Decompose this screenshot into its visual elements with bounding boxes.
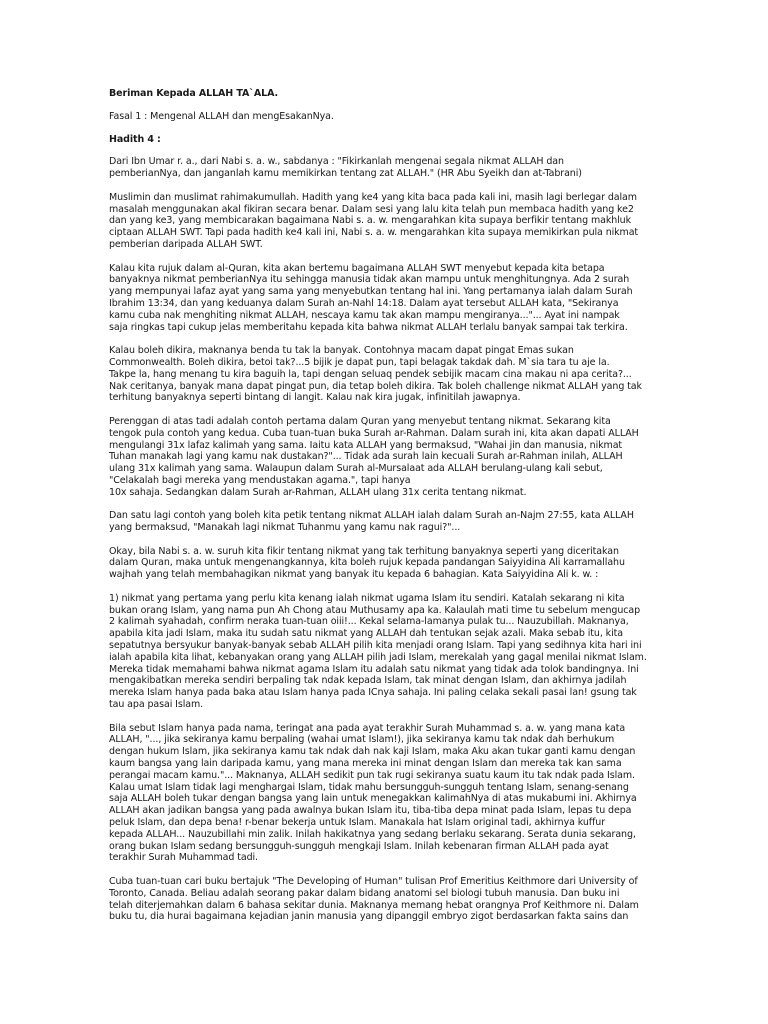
paragraph-first-blessing: 1) nikmat yang pertama yang perlu kita kenang ialah nikmat ugama Islam itu sendiri. Katalah sekarang ni kita bukan orang Islam, yang nama pun Ah Chong atau Muthusamy apa ka. Kalaulah mati time tu sebelum mengucap 2 kalimah syahadah, confirm neraka tuan-tuan oiii!... Kekal selama-lamanya pulak tu... Nauzubillah. Maknanya, apabila kita jadi Islam, maka itu sudah satu nikmat yang ALLAH dah tentukan sejak azali. Maka sebab itu, kita sepatutnya bersyukur banyak-banyak sebab ALLAH pilih kita menjadi orang Islam. Tapi yang sedihnya kita hari ini ialah apabila kita lihat, kebanyakan orang yang ALLAH pilih jadi Islam, merekalah yang gagal menilai nikmat Islam. Mereka tidak memahami bahwa nikmat agama Islam itu adalah satu nikmat yang tidak ada tolok bandingnya. Ini mengakibatkan mereka sendiri berpaling tak ndak kepada Islam, tak minat dengan Islam, dan akhirnya jadilah mereka Islam hanya pada baka atau Islam hanya pada ICnya sahaja. Ini paling celaka sekali pasai lan! gsung tak tau apa pasai Islam.	[109, 592, 647, 711]
paragraph-introduction: Muslimin dan muslimat rahimakumullah. Hadith yang ke4 yang kita baca pada kali ini, masih lagi berlegar dalam masalah menggunakan akal fikiran secara benar. Dalam sesi yang lalu kita telah pun membaca hadith yang ke2 dan yang ke3, yang membicarakan bagaimana Nabi s. a. w. mengarahkan kita supaya berfikir tentang makhluk ciptaan ALLAH SWT. Tapi pada hadith ke4 kali ini, Nabi s. a. w. mengarahkan kita supaya memikirkan pula nikmat pemberian daripada ALLAH SWT.	[109, 191, 639, 250]
hadith-label: Hadith 4 :	[109, 133, 161, 145]
paragraph-surah-an-najm: Dan satu lagi contoh yang boleh kita petik tentang nikmat ALLAH ialah dalam Surah an-Najm 27:55, kata ALLAH yang bermaksud, "Manakah lagi nikmat Tuhanmu yang kamu nak ragui?"...	[109, 510, 634, 534]
paragraph-book-reference: Cuba tuan-tuan cari buku bertajuk "The Developing of Human" tulisan Prof Emeritius Keithmore dari University of Toronto, Canada. Beliau adalah seorang pakar dalam bidang anatomi sel biologi tubuh manusia. Dan buku ini telah diterjemahkan dalam 6 bahasa sekitar dunia. Maknanya memang hebat orangnya Prof Keithmore ni. Dalam buku tu, dia hurai bagaimana kejadian janin manusia yang dipanggil embryo zigot berdasarkan fakta sains dan	[109, 876, 639, 923]
paragraph-counting-analogy: Kalau boleh dikira, maknanya benda tu tak la banyak. Contohnya macam dapat pingat Emas sukan Commonwealth. Boleh dikira, betoi tak?...5 bijik je dapat pun, tapi belagak takdak dah. M`sia tara tu aje la. Takpe la, hang menang tu kira baguih la, tapi dengan seluaq pendek sebijik macam cina makau ni apa cerita?... Nak ceritanya, banyak mana dapat pingat pun, dia tetap boleh dikira. Tak boleh challenge nikmat ALLAH yang tak terhitung banyaknya seperti bintang di langit. Kalau nak kira jugak, infinitilah jawapnya.	[109, 345, 642, 404]
paragraph-islam-by-name: Bila sebut Islam hanya pada nama, teringat ana pada ayat terakhir Surah Muhammad s. a. w. yang mana kata ALLAH, "..., jika sekiranya kamu berpaling (wahai umat Islam!), jika sekiranya kamu tak ndak dah berhukum dengan hukum Islam, jika sekiranya kamu tak ndak dah nak kaji Islam, maka Aku akan tukar ganti kamu dengan kaum bangsa yang lain daripada kamu, yang mana mereka ini minat dengan Islam dan mereka tak kan sama perangai macam kamu."... Maknanya, ALLAH sedikit pun tak rugi sekiranya suatu kaum itu tak ndak pada Islam. Kalau umat Islam tidak lagi menghargai Islam, tidak mahu bersungguh-sungguh tentang Islam, senang-senang saja ALLAH boleh tukar dengan bangsa yang lain untuk menegakkan kalimahNya di atas mukabumi ini. Akhirnya ALLAH akan jadikan bangsa yang pada awalnya bukan Islam itu, tiba-tiba depa minat pada Islam, lepas tu depa peluk Islam, dan depa bena! r-benar bekerja untuk Islam. Manakala hat Islam original tadi, akhirnya kuffur kepada ALLAH... Nauzubillahi min zalik. Inilah hakikatnya yang sedang berlaku sekarang. Serata dunia sekarang, orang bukan Islam sedang bersungguh-sungguh mengkaji Islam. Inilah kebenaran firman ALLAH pada ayat terakhir Surah Muhammad tadi.	[109, 722, 637, 864]
paragraph-saiyyidina-ali: Okay, bila Nabi s. a. w. suruh kita fikir tentang nikmat yang tak terhitung banyaknya seperti yang diceritakan dalam Quran, maka untuk mengenangkannya, kita boleh rujuk kepada pandangan Saiyyidina Ali karramallahu wajhah yang telah membahagikan nikmat yang banyak itu kepada 6 bahagian. Kata Saiyyidina Ali k. w. :	[109, 545, 625, 581]
paragraph-hadith-text: Dari Ibn Umar r. a., dari Nabi s. a. w., sabdanya : "Fikirkanlah mengenai segala nikmat ALLAH dan pemberianNya, dan janganlah kamu memikirkan tentang zat ALLAH." (HR Abu Syeikh dan at-Tabrani)	[109, 156, 582, 180]
chapter-heading: Fasal 1 : Mengenal ALLAH dan mengEsakanNya.	[109, 110, 334, 122]
paragraph-surah-ar-rahman: Perenggan di atas tadi adalah contoh pertama dalam Quran yang menyebut tentang nikmat. Sekarang kita tengok pula contoh yang kedua. Cuba tuan-tuan buka Surah ar-Rahman. Dalam surah ini, kita akan dapati ALLAH mengulangi 31x lafaz kalimah yang sama. Iaitu kata ALLAH yang bermaksud, "Wahai jin dan manusia, nikmat Tuhan manakah lagi yang kamu nak dustakan?"... Tidak ada surah lain kecuali Surah ar-Rahman inilah, ALLAH ulang 31x kalimah yang sama. Walaupun dalam Surah al-Mursalaat ada ALLAH berulang-ulang kali sebut, "Celakalah bagi mereka yang mendustakan agama.", tapi hanya 10x sahaja. Sedangkan dalam Surah ar-Rahman, ALLAH ulang 31x cerita tentang nikmat.	[109, 415, 639, 498]
document-title: Beriman Kepada ALLAH TA`ALA.	[109, 88, 279, 99]
paragraph-quran-reference: Kalau kita rujuk dalam al-Quran, kita akan bertemu bagaimana ALLAH SWT menyebut kepada kita betapa banyaknya nikmat pemberianNya itu sehingga manusia tidak akan mampu untuk menghitungnya. Ada 2 surah yang mempunyai lafaz ayat yang sama yang menyebutkan tentang hal ini. Yang pertamanya ialah dalam Surah Ibrahim 13:34, dan yang keduanya dalam Surah an-Nahl 14:18. Dalam ayat tersebut ALLAH kata, "Sekiranya kamu cuba nak menghiting nikmat ALLAH, nescaya kamu tak akan mampu mengiranya..."... Ayat ini nampak saja ringkas tapi cukup jelas memberitahu kepada kita bahwa nikmat ALLAH terlalu banyak sampai tak terkira.	[109, 262, 633, 333]
document-page	[109, 88, 661, 935]
